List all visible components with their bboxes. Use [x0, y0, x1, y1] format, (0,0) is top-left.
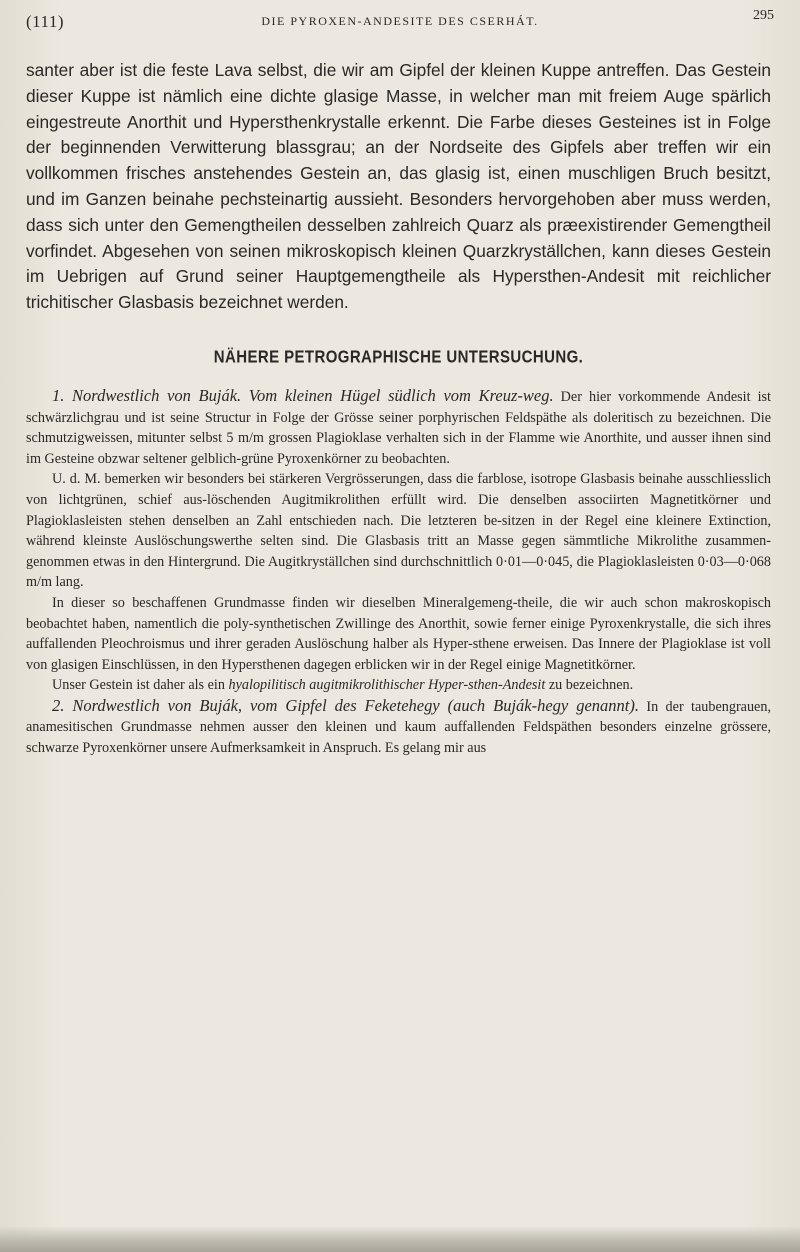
item2-heading: 2. Nordwestlich von Buják, vom Gipfel des Feketehegy (auch Buják-hegy genannt). [52, 695, 639, 715]
item1-paragraph-2: U. d. M. bemerken wir besonders bei stärkeren Vergrösserungen, dass die farblose, isotrope Glasbasis beinahe ausschliesslich von lichtgrünen, schief aus-löschenden Augitmikrolithen erfüllt wird. Die denselben associirten Magnetitkörner und Plagioklasleisten stehen denselben an Zahl entschieden nach. Die letzteren be-sitzen in der Regel eine kleinere Extinction, während kleinste Auslöschungswerthe selten sind. Die Glasbasis tritt an Masse gegen sämmtliche Mikrolithe zusammen-genommen etwas in den Hintergrund. Die Augitkryställchen sind durchschnittlich 0·01—0·045, die Plagioklasleisten 0·03—0·068 m/m lang. [26, 471, 771, 591]
item1-p4-italic: hyalopilitisch augitmikrolithischer Hyper-sthen-Andesit [228, 677, 546, 694]
page-body [26, 58, 771, 759]
intro-paragraph: santer aber ist die feste Lava selbst, die wir am Gipfel der kleinen Kuppe antreffen. Das Gestein dieser Kuppe ist nämlich eine dichte glasige Masse, in welcher man mit freiem Auge spärlich eingestreute Anorthit und Hypersthenkrystalle erkennt. Die Farbe dieses Gesteines ist in Folge der beginnenden Verwitterung blassgrau; an der Nordseite des Gipfels aber treffen wir ein vollkommen frisches anstehendes Gestein an, das glasig ist, einen muschligen Bruch besitzt, und im Ganzen beinahe pechsteinartig aussieht. Besonders hervorgehoben aber muss werden, dass sich unter den Gemengtheilen desselben zahlreich Quarz als præexistirender Gemengtheil vorfindet. Abgesehen von seinen mikroskopisch kleinen Quarzkryställchen, kann dieses Gestein im Uebrigen auf Grund seiner Hauptgemengtheile als Hypersthen-Andesit mit reichlicher trichitischer Glasbasis bezeichnet werden. [26, 60, 771, 313]
item1-heading: 1. Nordwestlich von Buják. Vom kleinen Hügel südlich vom Kreuz-weg. [52, 385, 554, 405]
item1-paragraph-4 [26, 675, 771, 696]
page-number: 295 [753, 8, 774, 23]
item1-paragraph [26, 386, 771, 469]
section-title: NÄHERE PETROGRAPHISCHE UNTERSUCHUNG. [213, 347, 584, 368]
item1-text: Der hier vorkommende Andesit ist schwärzlichgrau und ist seine Structur in Folge der Grösse seiner porphyrischen Feldspäthe als doleritisch zu bezeichnen. Die schmutzigweissen, mitunter selbst 5 m/m grossen Plagioklase verhalten sich in der Flamme wie Anorthite, und ausser ihnen sind im Gesteine obzwar seltener gelblich-grüne Pyroxenkörner zu beobachten. [26, 388, 771, 467]
item1-paragraph-3: In dieser so beschaffenen Grundmasse finden wir dieselben Mineralgemeng-theile, die wir auch schon makroskopisch beobachtet haben, namentlich die poly-synthetischen Zwillinge des Anorthit, sowie ferner einige Pyroxenkrystalle, die sich ihres auffallenden Pleochroismus und ihrer geraden Auslöschung halber als Hyper-sthene erweisen. Das Innere der Plagioklase ist voll von glasigen Einschlüssen, in den Hypersthenen dagegen erblicken wir in der Regel einige Magnetitkörner. [26, 594, 771, 673]
item2-text: In der taubengrauen, anamesitischen Grundmasse nehmen ausser den kleinen und kaum auffallenden Feldspäthen besonders einzelne grössere, schwarze Pyroxenkörner unsere Aufmerksamkeit in Anspruch. Es gelang mir aus [26, 698, 771, 757]
running-header [26, 6, 774, 36]
item2-paragraph [26, 696, 771, 759]
item1-p4-pre: Unser Gestein ist daher als ein [52, 677, 229, 694]
item1-p4-post: zu bezeichnen. [545, 677, 634, 694]
page-bottom-shadow [0, 1226, 800, 1252]
header-section-number: (111) [26, 12, 65, 31]
header-title: DIE PYROXEN-ANDESITE DES CSERHÁT. [261, 14, 539, 28]
